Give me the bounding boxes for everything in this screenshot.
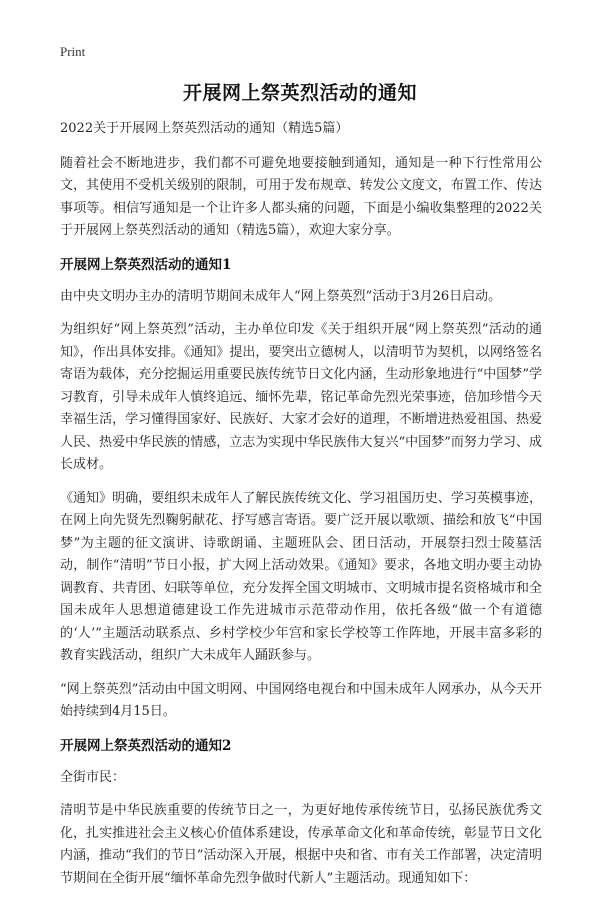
section1-paragraph: 《通知》明确，要组织未成年人了解民族传统文化、学习祖国历史、学习英模事迹，在网上向先贤先烈鞠躬献花、抒写感言寄语。要广泛开展以歌颂、描绘和放飞“中国梦”为主题的征文演讲、诗歌朗诵、主题班队会、团日活动，开展祭扫烈士陵墓活动，制作“清明”节日小报，扩大网上活动效果。《通知》要求，各地文明办要主动协调教育、共青团、妇联等单位，充分发挥全国文明城市、文明城市提名资格城市和全国未成年人思想道德建设工作先进城市示范带动作用，依托各级“做一个有道德的‘人’”主题活动联系点、乡村学校少年宫和家长学校等工作阵地，开展丰富多彩的教育实践活动，组织广大未成年人踊跃参与。 — [60, 490, 542, 663]
section-heading-1: 开展网上祭英烈活动的通知1 — [60, 256, 232, 273]
intro-paragraph: 随着社会不断地进步，我们都不可避免地要接触到通知，通知是一种下行性常用公文，其使用不受机关级别的限制，可用于发布规章、转发公文度文，布置工作、传达事项等。相信写通知是一个让许多人都头痛的问题，下面是小编收集整理的2022关于开展网上祭英烈活动的通知（精选5篇），欢迎大家分享。 — [60, 155, 542, 238]
article-body — [60, 118, 542, 901]
section-heading-2: 开展网上祭英烈活动的通知2 — [60, 737, 232, 754]
print-link[interactable]: Print — [60, 44, 86, 59]
section1-paragraph: “网上祭英烈”活动由中国文明网、中国网络电视台和中国未成年人网承办，从今天开始持续到4月15日。 — [60, 681, 542, 719]
section2-paragraph: 全街市民： — [60, 769, 126, 785]
page-title: 开展网上祭英烈活动的通知 — [182, 82, 417, 104]
article-subtitle: 2022关于开展网上祭英烈活动的通知（精选5篇） — [60, 121, 349, 136]
section1-paragraph: 由中央文明办主办的清明节期间未成年人“网上祭英烈”活动于3月26日启动。 — [60, 288, 502, 304]
section1-paragraph: 为组织好“网上祭英烈”活动，主办单位印发《关于组织开展“网上祭英烈”活动的通知》，作出具体安排。《通知》提出，要突出立德树人，以清明节为契机，以网络签名寄语为载体，充分挖掘运用重要民族传统节日文化内涵，生动形象地进行“中国梦”学习教育，引导未成年人慎终追远、缅怀先辈，铭记革命先烈光荣事迹，倍加珍惜今天幸福生活，学习懂得国家好、民族好、大家才会好的道理，不断增进热爱祖国、热爱人民、热爱中华民族的情感，立志为实现中华民族伟大复兴“中国梦”而努力学习、成长成材。 — [60, 322, 542, 472]
section2-paragraph: 清明节是中华民族重要的传统节日之一，为更好地传承传统节日，弘扬民族优秀文化，扎实推进社会主义核心价值体系建设，传承革命文化和革命传统，彰显节日文化内涵，推动“我们的节日”活动深入开展，根据中央和省、市有关工作部署，决定清明节期间在全街开展“缅怀革命先烈争做时代新人”主题活动。现通知如下： — [60, 803, 542, 886]
